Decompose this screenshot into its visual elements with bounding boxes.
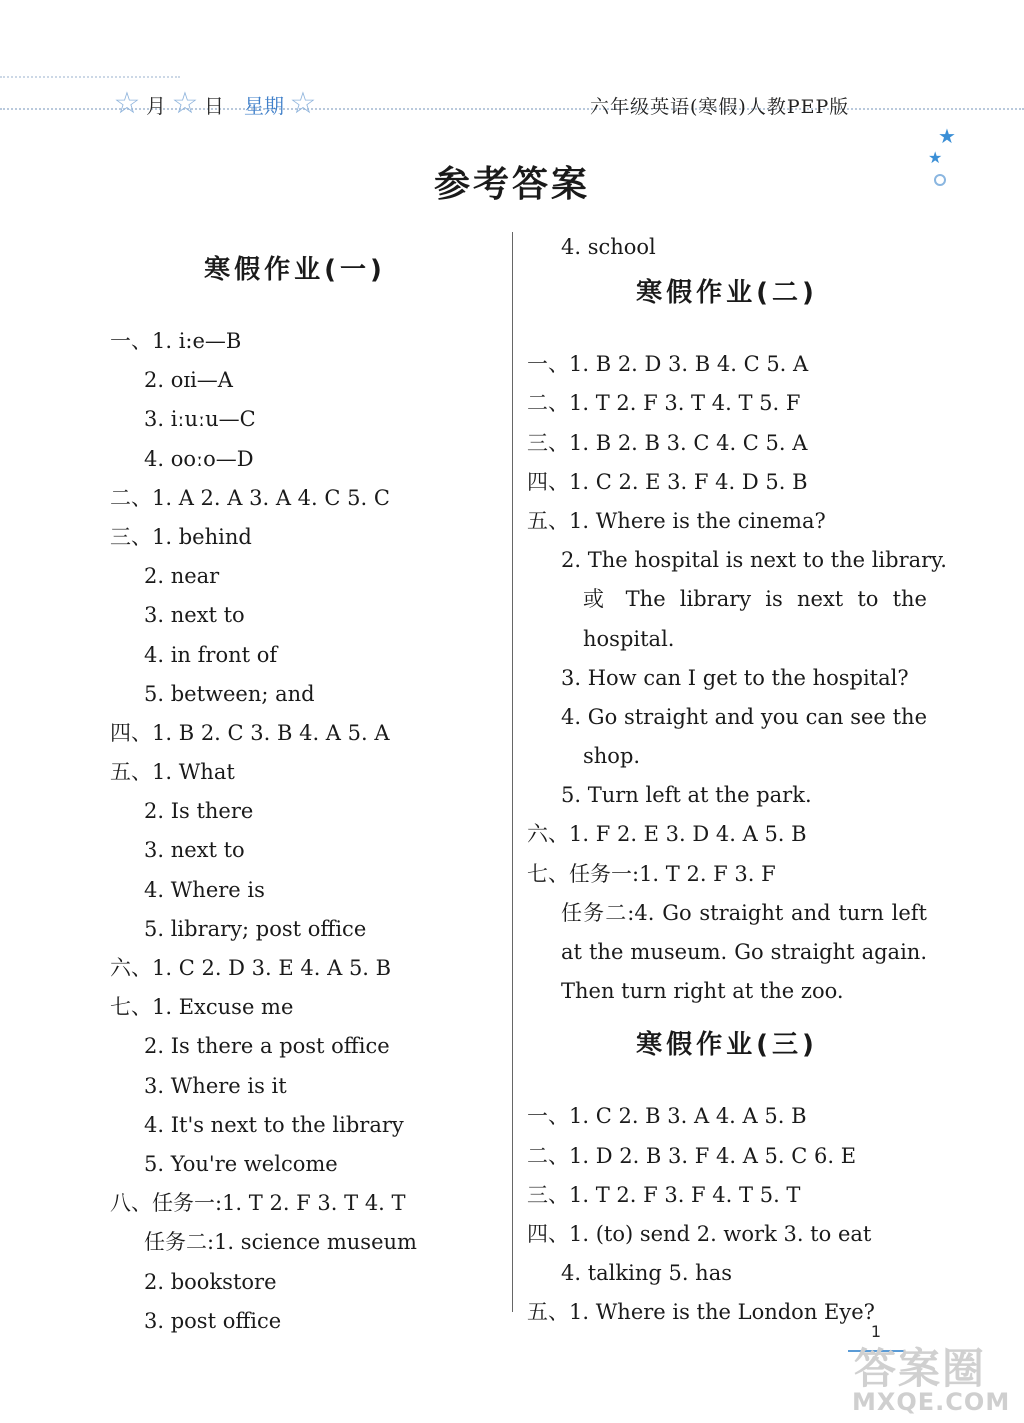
answer-line: 2. bookstore — [144, 1269, 277, 1294]
answer-line: 5. You're welcome — [144, 1151, 338, 1176]
answer-line: 二、1. T 2. F 3. T 4. T 5. F — [527, 391, 801, 416]
answer-line: 三、1. B 2. B 3. C 4. C 5. A — [527, 430, 808, 455]
answer-line: 或 The library is next to the — [583, 587, 927, 612]
answer-line: Then turn right at the zoo. — [561, 979, 844, 1004]
answer-line: 四、1. (to) send 2. work 3. to eat — [527, 1221, 872, 1246]
watermark-bottom-text: MXQE.COM — [852, 1388, 1011, 1416]
watermark-top-text: 答案圈 — [854, 1344, 987, 1393]
answer-line: 二、1. D 2. B 3. F 4. A 5. C 6. E — [527, 1143, 857, 1168]
day-label: 日 — [204, 93, 224, 118]
answer-line: 2. Is there — [144, 799, 254, 824]
answer-line: 一、1. i:e—B — [110, 329, 242, 353]
section3-answer-list — [527, 1097, 927, 1332]
answer-line: 3. How can I get to the hospital? — [561, 665, 909, 690]
answer-line: 4. in front of — [144, 642, 278, 667]
answer-line: 2. The hospital is next to the library. — [561, 548, 947, 573]
answer-line: 三、1. T 2. F 3. F 4. T 5. T — [527, 1182, 801, 1207]
answer-line: 3. iːuːu—C — [144, 407, 256, 432]
answer-line: 任务二:4. Go straight and turn left — [561, 900, 927, 925]
answer-line: 五、1. Where is the cinema? — [527, 508, 826, 533]
answer-line: 2. oɪi—A — [144, 368, 233, 393]
answer-line: 5. Turn left at the park. — [561, 783, 812, 808]
answer-line: 四、1. B 2. C 3. B 4. A 5. A — [110, 720, 390, 745]
star-decoration-icon: ★ — [928, 148, 943, 167]
answer-line: 3. Where is it — [144, 1073, 287, 1098]
answer-line: 五、1. Where is the London Eye? — [527, 1300, 875, 1325]
page-title: 参考答案 — [433, 164, 590, 205]
answer-line: 4. It's next to the library — [144, 1112, 404, 1137]
answer-line: 4. talking 5. has — [561, 1261, 733, 1286]
answer-line: 2. near — [144, 564, 220, 589]
star-decoration-icon: ★ — [938, 124, 956, 148]
book-title: 六年级英语(寒假)人教PEP版 — [590, 96, 850, 118]
date-row — [112, 86, 318, 122]
answer-line: 二、1. A 2. A 3. A 4. C 5. C — [110, 485, 390, 510]
watermark — [846, 1330, 1016, 1418]
answer-line: 七、1. Excuse me — [110, 995, 294, 1020]
answer-line: 八、任务一:1. T 2. F 3. T 4. T — [110, 1191, 406, 1216]
answer-line: shop. — [583, 744, 641, 769]
answer-line: 3. next to — [144, 603, 245, 628]
left-column — [110, 248, 490, 1341]
answer-line: 五、1. What — [110, 760, 235, 785]
month-label: 月 — [146, 93, 166, 118]
weekday-label: 星期 — [244, 93, 284, 118]
header-dotted-rule-top — [0, 76, 180, 78]
answer-line: 四、1. C 2. E 3. F 4. D 5. B — [527, 469, 808, 494]
answer-line: 一、1. B 2. D 3. B 4. C 5. A — [527, 352, 809, 377]
column-divider — [512, 232, 513, 1312]
answer-line: 4. ooːo—D — [144, 446, 254, 471]
answer-line: 4. school — [561, 235, 656, 259]
answer-line: 4. Where is — [144, 877, 265, 902]
answer-line: 七、任务一:1. T 2. F 3. F — [527, 861, 776, 886]
section-title-3: 寒假作业(三) — [636, 1030, 818, 1061]
answer-line: 3. next to — [144, 838, 245, 863]
answer-line: at the museum. Go straight again. — [561, 940, 927, 964]
answer-line: 5. between; and — [144, 681, 315, 706]
answer-line: hospital. — [583, 626, 675, 651]
answer-line: 六、1. F 2. E 3. D 4. A 5. B — [527, 822, 807, 847]
answer-line: 5. library; post office — [144, 916, 367, 941]
star-icon: ☆ — [113, 86, 141, 121]
left-answer-list — [110, 322, 490, 1341]
answer-line: 任务二:1. science museum — [144, 1230, 417, 1255]
page-number: 1 — [848, 1322, 904, 1352]
answer-line: 三、1. behind — [110, 524, 252, 549]
right-column — [527, 228, 947, 1333]
star-icon: ☆ — [289, 86, 317, 121]
answer-line: 六、1. C 2. D 3. E 4. A 5. B — [110, 956, 392, 980]
answer-line: 3. post office — [144, 1308, 282, 1333]
star-icon: ☆ — [171, 86, 199, 121]
section-title-1: 寒假作业(一) — [204, 255, 386, 285]
answer-line: 2. Is there a post office — [144, 1034, 390, 1059]
answer-line: 4. Go straight and you can see the — [561, 704, 927, 729]
section-title-2: 寒假作业(二) — [636, 278, 818, 309]
section2-answer-list — [527, 345, 947, 1011]
answer-line: 一、1. C 2. B 3. A 4. A 5. B — [527, 1104, 807, 1129]
